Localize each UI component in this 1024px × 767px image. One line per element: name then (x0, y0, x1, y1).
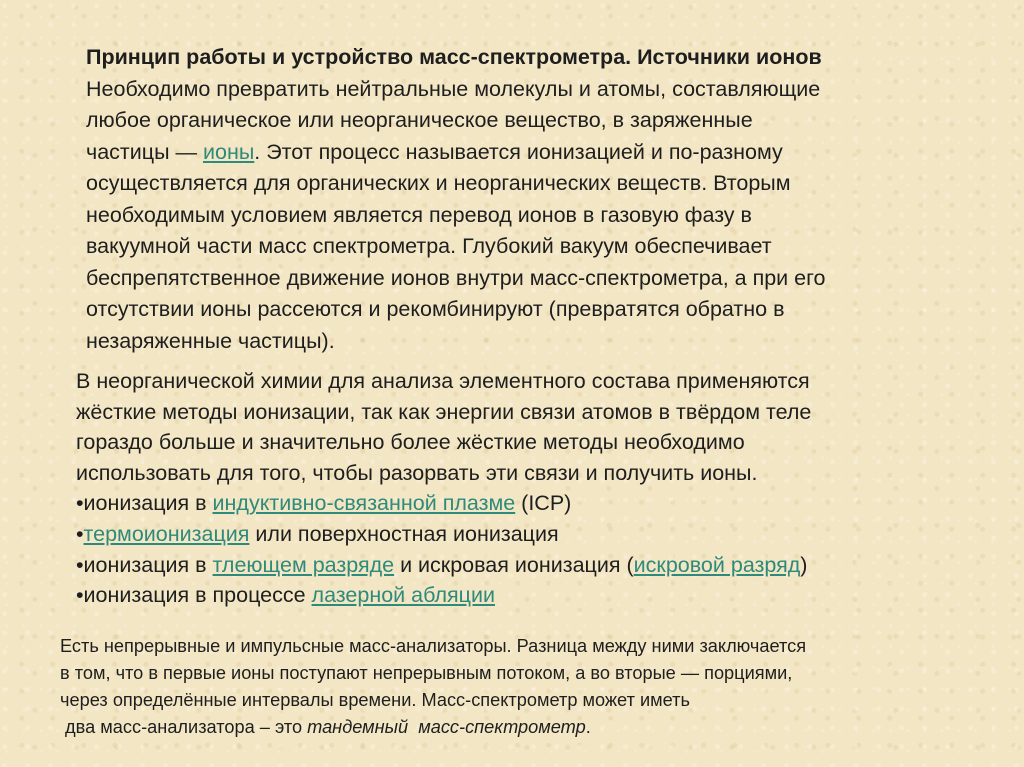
inorganic-ionization-section (76, 366, 986, 611)
paragraph-line: любое органическое или неорганическое вещество, в заряженные (86, 108, 753, 132)
section-heading: Принцип работы и устройство масс-спектрометра. Источники ионов (86, 45, 822, 69)
text-fragment: ) (800, 552, 808, 577)
paragraph-line (60, 714, 1010, 741)
mass-analyzers-section (60, 633, 1010, 741)
link-icp-plasma[interactable]: индуктивно-связанной плазме (212, 491, 516, 516)
paragraph-line: в том, что в первые ионы поступают непрерывным потоком, а во вторые — порциями, (60, 663, 793, 683)
link-ions[interactable]: ионы (202, 139, 255, 164)
paragraph-line: незаряженные частицы). (86, 328, 335, 353)
paragraph-line: вакуумной части масс спектрометра. Глубокий вакуум обеспечивает (86, 234, 772, 258)
paragraph-line: через определённые интервалы времени. Масс-спектрометр может иметь (60, 690, 690, 710)
paragraph-line: Есть непрерывные и импульсные масс-анализаторы. Разница между ними заключается (60, 636, 807, 656)
text-fragment: (ICP) (515, 491, 572, 516)
link-thermoionization[interactable]: термоионизация (83, 521, 250, 546)
bullet-item-glow-discharge (76, 550, 986, 581)
link-glow-discharge[interactable]: тлеющем разряде (212, 552, 395, 577)
paragraph-line: жёсткие методы ионизации, так как энергии связи атомов в твёрдом теле (76, 399, 812, 424)
paragraph-line: использовать для того, чтобы разорвать эти связи и получить ионы. (76, 460, 758, 485)
text-fragment: . (585, 717, 591, 737)
paragraph-line: необходимым условием является перевод ионов в газовую фазу в (86, 202, 752, 227)
text-fragment: • (76, 521, 84, 546)
tandem-term: тандемный масс-спектрометр (307, 717, 586, 737)
text-fragment: . Этот процесс называется ионизацией и по-разному (254, 139, 783, 164)
link-laser-ablation[interactable]: лазерной абляции (311, 583, 495, 608)
paragraph-line: Необходимо превратить нейтральные молекулы и атомы, составляющие (86, 76, 821, 101)
paragraph-line: беспрепятственное движение ионов внутри масс-спектрометра, а при его (86, 265, 826, 290)
text-fragment: •ионизация в (76, 552, 213, 577)
paragraph-line: осуществляется для органических и неорганических веществ. Вторым (86, 171, 791, 195)
text-fragment: два масс-анализатора – это (60, 717, 308, 737)
bullet-item-thermoionization (76, 519, 986, 550)
paragraph-line: гораздо больше и значительно более жёсткие методы необходимо (76, 430, 745, 455)
text-fragment: •ионизация в (76, 491, 213, 516)
text-fragment: •ионизация в процессе (76, 583, 312, 608)
paragraph-line (86, 137, 986, 169)
text-fragment: и искровая ионизация ( (394, 552, 634, 577)
text-fragment: или поверхностная ионизация (249, 521, 559, 546)
link-spark-discharge[interactable]: искровой разряд (633, 552, 801, 577)
paragraph-line: отсутствии ионы рассеются и рекомбинируют (превратятся обратно в (86, 297, 785, 321)
bullet-item-icp (76, 488, 986, 519)
paragraph-line: В неорганической химии для анализа элементного состава применяются (76, 369, 810, 393)
ion-sources-section (86, 42, 986, 357)
bullet-item-laser-ablation (76, 580, 986, 611)
text-fragment: частицы — (86, 139, 203, 164)
